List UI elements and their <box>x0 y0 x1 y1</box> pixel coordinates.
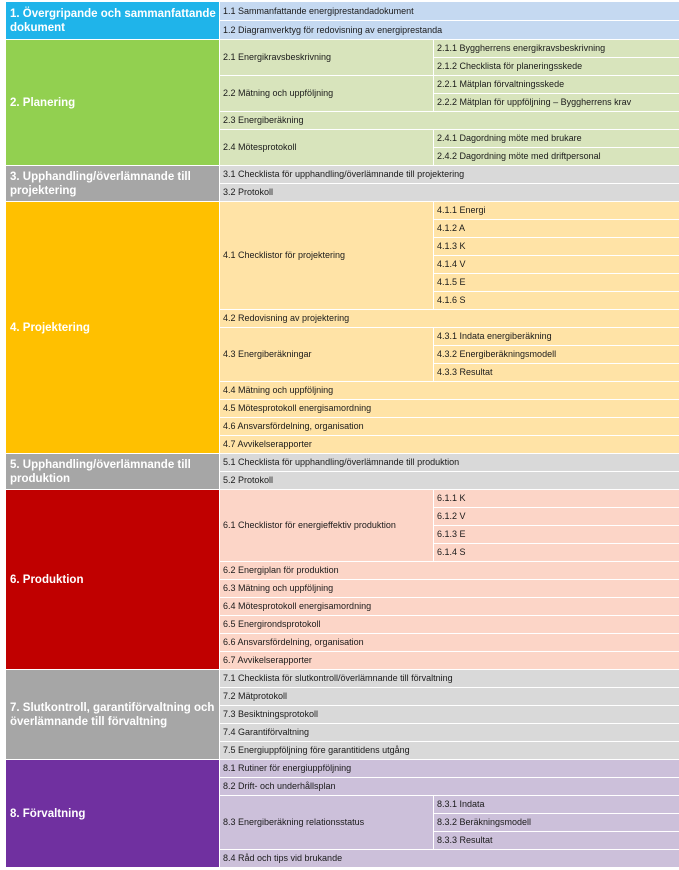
item-label: 4.5 Mötesprotokoll energisamordning <box>220 400 679 418</box>
item-label: 7.2 Mätprotokoll <box>220 688 679 706</box>
section-title: 4. Projektering <box>6 202 220 454</box>
section-title: 3. Upphandling/överlämnande till projektering <box>6 166 220 202</box>
subitem-label: 6.1.4 S <box>434 544 679 562</box>
subitem-label: 4.1.6 S <box>434 292 679 310</box>
item-label: 4.1 Checklistor för projektering <box>220 202 434 310</box>
item-label: 6.7 Avvikelserapporter <box>220 652 679 670</box>
subitem-label: 2.4.1 Dagordning möte med brukare <box>434 130 679 148</box>
item-label: 8.4 Råd och tips vid brukande <box>220 850 679 868</box>
item-label: 4.2 Redovisning av projektering <box>220 310 679 328</box>
item-label: 3.1 Checklista för upphandling/överlämnande till projektering <box>220 166 679 184</box>
subitem-label: 4.1.4 V <box>434 256 679 274</box>
item-label: 5.1 Checklista för upphandling/överlämnande till produktion <box>220 454 679 472</box>
item-label: 7.1 Checklista för slutkontroll/överlämnande till förvaltning <box>220 670 679 688</box>
subitem-label: 8.3.1 Indata <box>434 796 679 814</box>
table-row <box>6 2 679 21</box>
table-row <box>6 166 679 184</box>
item-label: 2.2 Mätning och uppföljning <box>220 76 434 112</box>
subitem-label: 2.2.2 Mätplan för uppföljning – Byggherrens krav <box>434 94 679 112</box>
subitem-label: 2.4.2 Dagordning möte med driftpersonal <box>434 148 679 166</box>
item-label: 7.5 Energiuppföljning före garantitidens utgång <box>220 742 679 760</box>
item-label: 4.7 Avvikelserapporter <box>220 436 679 454</box>
item-label: 1.1 Sammanfattande energiprestandadokument <box>220 2 679 21</box>
item-label: 6.5 Energirondsprotokoll <box>220 616 679 634</box>
table-row <box>6 670 679 688</box>
item-label: 4.3 Energiberäkningar <box>220 328 434 382</box>
table-row <box>6 40 679 58</box>
table-row <box>6 202 679 220</box>
item-label: 8.3 Energiberäkning relationsstatus <box>220 796 434 850</box>
subitem-label: 2.1.1 Byggherrens energikravsbeskrivning <box>434 40 679 58</box>
item-label: 8.2 Drift- och underhållsplan <box>220 778 679 796</box>
item-label: 4.6 Ansvarsfördelning, organisation <box>220 418 679 436</box>
item-label: 2.4 Mötesprotokoll <box>220 130 434 166</box>
item-label: 3.2 Protokoll <box>220 184 679 202</box>
item-label: 6.4 Mötesprotokoll energisamordning <box>220 598 679 616</box>
section-title: 2. Planering <box>6 40 220 166</box>
document-structure-table <box>5 1 679 868</box>
item-label: 2.3 Energiberäkning <box>220 112 679 130</box>
section-title: 1. Övergripande och sammanfattande dokument <box>6 2 220 40</box>
item-label: 6.1 Checklistor för energieffektiv produktion <box>220 490 434 562</box>
table-row <box>6 760 679 778</box>
item-label: 7.4 Garantiförvaltning <box>220 724 679 742</box>
subitem-label: 4.3.2 Energiberäkningsmodell <box>434 346 679 364</box>
table-row <box>6 490 679 508</box>
section-title: 8. Förvaltning <box>6 760 220 868</box>
item-label: 1.2 Diagramverktyg för redovisning av energiprestanda <box>220 21 679 40</box>
item-label: 2.1 Energikravsbeskrivning <box>220 40 434 76</box>
item-label: 7.3 Besiktningsprotokoll <box>220 706 679 724</box>
subitem-label: 4.1.2 A <box>434 220 679 238</box>
item-label: 5.2 Protokoll <box>220 472 679 490</box>
subitem-label: 6.1.1 K <box>434 490 679 508</box>
subitem-label: 4.3.1 Indata energiberäkning <box>434 328 679 346</box>
subitem-label: 6.1.3 E <box>434 526 679 544</box>
section-title: 6. Produktion <box>6 490 220 670</box>
subitem-label: 4.3.3 Resultat <box>434 364 679 382</box>
subitem-label: 4.1.5 E <box>434 274 679 292</box>
subitem-label: 4.1.1 Energi <box>434 202 679 220</box>
table-row <box>6 454 679 472</box>
subitem-label: 6.1.2 V <box>434 508 679 526</box>
item-label: 6.3 Mätning och uppföljning <box>220 580 679 598</box>
section-title: 5. Upphandling/överlämnande till produktion <box>6 454 220 490</box>
subitem-label: 8.3.2 Beräkningsmodell <box>434 814 679 832</box>
item-label: 6.2 Energiplan för produktion <box>220 562 679 580</box>
subitem-label: 8.3.3 Resultat <box>434 832 679 850</box>
item-label: 8.1 Rutiner för energiuppföljning <box>220 760 679 778</box>
subitem-label: 2.1.2 Checklista för planeringsskede <box>434 58 679 76</box>
section-title: 7. Slutkontroll, garantiförvaltning och överlämnande till förvaltning <box>6 670 220 760</box>
item-label: 4.4 Mätning och uppföljning <box>220 382 679 400</box>
item-label: 6.6 Ansvarsfördelning, organisation <box>220 634 679 652</box>
subitem-label: 2.2.1 Mätplan förvaltningsskede <box>434 76 679 94</box>
subitem-label: 4.1.3 K <box>434 238 679 256</box>
